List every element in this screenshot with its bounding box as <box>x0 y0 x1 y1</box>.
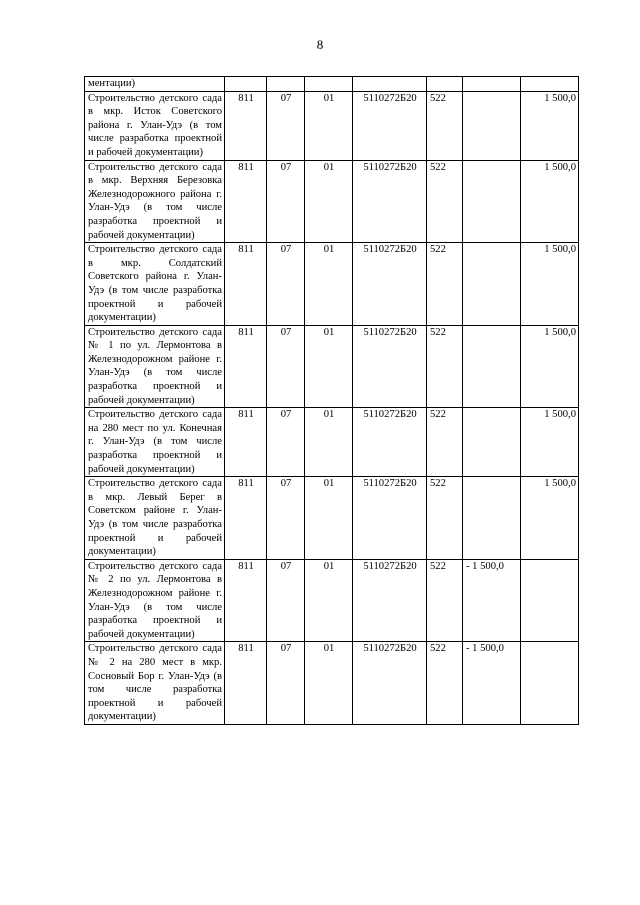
total-amount-cell: 1 500,0 <box>521 325 579 408</box>
total-amount-cell: 1 500,0 <box>521 477 579 560</box>
table-row <box>85 325 579 408</box>
table-row <box>85 77 579 92</box>
change-amount-cell <box>463 477 521 560</box>
total-amount-cell: 1 500,0 <box>521 408 579 477</box>
target-article-cell <box>353 77 427 92</box>
subsection-code-cell <box>305 77 353 92</box>
subsection-code-cell: 01 <box>305 642 353 725</box>
section-code-cell: 07 <box>267 477 305 560</box>
expense-name-cell: Строительство детского сада в мкр. Верхняя Березовка Железнодорожного района г. Улан-Удэ (в том числе разработка проектной и рабочей документации) <box>85 160 225 243</box>
section-code-cell: 07 <box>267 642 305 725</box>
expense-name-cell: Строительство детского сада № 2 на 280 мест в мкр. Сосновый Бор г. Улан-Удэ (в том числе разработка проектной и рабочей документации) <box>85 642 225 725</box>
total-amount-cell: 1 500,0 <box>521 243 579 326</box>
section-code-cell: 07 <box>267 559 305 642</box>
budget-table <box>84 76 579 725</box>
ministry-code-cell: 811 <box>225 477 267 560</box>
table-row <box>85 91 579 160</box>
expense-type-cell: 522 <box>427 160 463 243</box>
expense-name-cell: Строительство детского сада в мкр. Исток Советского района г. Улан-Удэ (в том числе разработка проектной и рабочей документации) <box>85 91 225 160</box>
subsection-code-cell: 01 <box>305 91 353 160</box>
ministry-code-cell: 811 <box>225 325 267 408</box>
expense-type-cell: 522 <box>427 642 463 725</box>
total-amount-cell: 1 500,0 <box>521 160 579 243</box>
ministry-code-cell <box>225 77 267 92</box>
target-article-cell: 5110272Б20 <box>353 325 427 408</box>
target-article-cell: 5110272Б20 <box>353 408 427 477</box>
section-code-cell <box>267 77 305 92</box>
section-code-cell: 07 <box>267 408 305 477</box>
table-row <box>85 642 579 725</box>
expense-type-cell: 522 <box>427 325 463 408</box>
expense-name-cell: Строительство детского сада в мкр. Солдатский Советского района г. Улан-Удэ (в том числе разработка проектной и рабочей документации) <box>85 243 225 326</box>
change-amount-cell <box>463 325 521 408</box>
target-article-cell: 5110272Б20 <box>353 559 427 642</box>
subsection-code-cell: 01 <box>305 477 353 560</box>
expense-name-cell: Строительство детского сада № 2 по ул. Лермонтова в Железнодорожном районе г. Улан-Удэ (в том числе разработка проектной и рабочей документации) <box>85 559 225 642</box>
expense-type-cell <box>427 77 463 92</box>
target-article-cell: 5110272Б20 <box>353 477 427 560</box>
ministry-code-cell: 811 <box>225 408 267 477</box>
target-article-cell: 5110272Б20 <box>353 160 427 243</box>
subsection-code-cell: 01 <box>305 559 353 642</box>
expense-type-cell: 522 <box>427 408 463 477</box>
table-row <box>85 477 579 560</box>
change-amount-cell <box>463 160 521 243</box>
ministry-code-cell: 811 <box>225 91 267 160</box>
subsection-code-cell: 01 <box>305 243 353 326</box>
change-amount-cell: - 1 500,0 <box>463 642 521 725</box>
ministry-code-cell: 811 <box>225 160 267 243</box>
expense-name-cell: Строительство детского сада № 1 по ул. Лермонтова в Железнодорожном районе г. Улан-Удэ (в том числе разработка проектной и рабочей документации) <box>85 325 225 408</box>
ministry-code-cell: 811 <box>225 559 267 642</box>
section-code-cell: 07 <box>267 325 305 408</box>
ministry-code-cell: 811 <box>225 243 267 326</box>
page-number: 8 <box>316 37 324 52</box>
subsection-code-cell: 01 <box>305 408 353 477</box>
total-amount-cell <box>521 559 579 642</box>
change-amount-cell: - 1 500,0 <box>463 559 521 642</box>
total-amount-cell <box>521 642 579 725</box>
table-row <box>85 559 579 642</box>
expense-type-cell: 522 <box>427 477 463 560</box>
change-amount-cell <box>463 243 521 326</box>
change-amount-cell <box>463 91 521 160</box>
table-row <box>85 160 579 243</box>
subsection-code-cell: 01 <box>305 160 353 243</box>
subsection-code-cell: 01 <box>305 325 353 408</box>
total-amount-cell: 1 500,0 <box>521 91 579 160</box>
expense-type-cell: 522 <box>427 243 463 326</box>
expense-type-cell: 522 <box>427 559 463 642</box>
section-code-cell: 07 <box>267 160 305 243</box>
expense-name-cell: Строительство детского сада на 280 мест по ул. Конечная г. Улан-Удэ (в том числе разработка проектной и рабочей документации) <box>85 408 225 477</box>
table-body <box>85 77 579 725</box>
target-article-cell: 5110272Б20 <box>353 243 427 326</box>
target-article-cell: 5110272Б20 <box>353 91 427 160</box>
section-code-cell: 07 <box>267 91 305 160</box>
section-code-cell: 07 <box>267 243 305 326</box>
expense-name-cell: ментации) <box>85 77 225 92</box>
change-amount-cell <box>463 408 521 477</box>
table-row <box>85 243 579 326</box>
change-amount-cell <box>463 77 521 92</box>
total-amount-cell <box>521 77 579 92</box>
ministry-code-cell: 811 <box>225 642 267 725</box>
target-article-cell: 5110272Б20 <box>353 642 427 725</box>
expense-type-cell: 522 <box>427 91 463 160</box>
expense-name-cell: Строительство детского сада в мкр. Левый Берег в Советском районе г. Улан-Удэ (в том числе разработка проектной и рабочей документации) <box>85 477 225 560</box>
table-row <box>85 408 579 477</box>
